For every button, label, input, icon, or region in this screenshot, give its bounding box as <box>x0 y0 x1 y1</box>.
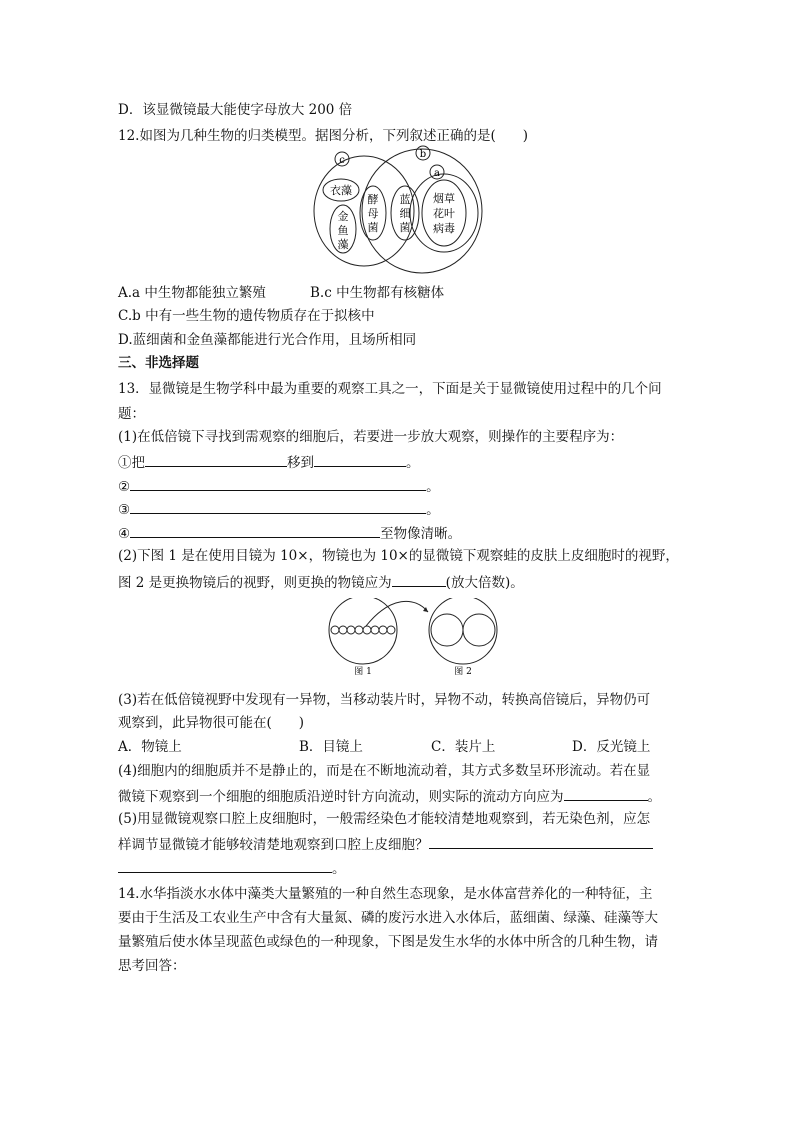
step2-blank[interactable] <box>130 476 426 491</box>
part3-option-a: A．物镜上 <box>118 739 182 755</box>
q13-part5-line3 <box>118 858 346 878</box>
q14-line2: 要由于生活及工农业生产中含有大量氮、磷的废污水进入水体后，蓝细菌、绿藻、硅藻等大 <box>118 910 658 926</box>
organism-yancao-2: 花叶 <box>433 207 455 220</box>
classification-venn-diagram <box>310 143 490 275</box>
q13-part3-options <box>118 738 651 756</box>
organism-yancao-3: 病毒 <box>433 222 455 235</box>
organism-lanxi-3: 菌 <box>399 221 411 234</box>
q13-stem-line2: 题： <box>118 406 145 422</box>
q13-part3-line1: (3)若在低倍镜视野中发现有一异物，当移动装片时，异物不动，转换高倍镜后，异物仍可 <box>118 692 651 708</box>
part4-text: 微镜下观察到一个细胞的细胞质沿逆时针方向流动，则实际的流动方向应为 <box>118 789 564 805</box>
q13-part4-line2 <box>118 786 661 806</box>
step4-end: 至物像清晰。 <box>380 526 462 542</box>
part3-option-b: B．目镜上 <box>299 739 363 755</box>
q14-line4: 思考回答： <box>118 958 186 974</box>
q13-part2-line2 <box>118 572 524 592</box>
step2-end: 。 <box>426 479 440 495</box>
step3-blank[interactable] <box>130 499 426 514</box>
step3-number: ③ <box>118 502 131 518</box>
q13-step3 <box>118 499 440 519</box>
q13-part2-line1: (2)下图 1 是在使用目镜为 10×，物镜也为 10×的显微镜下观察蛙的皮肤上皮细胞时的视野， <box>118 548 679 564</box>
organism-jinyu-2: 鱼 <box>337 224 349 237</box>
figure-2-caption: 图 2 <box>454 667 472 677</box>
part5-blank-1[interactable] <box>429 834 653 849</box>
q13-part5-line2 <box>118 834 653 854</box>
step1-blank-2[interactable] <box>314 452 406 467</box>
step4-number: ④ <box>118 526 131 542</box>
part5-end: 。 <box>332 861 346 877</box>
set-c-label: c <box>339 155 345 166</box>
part2-text: 图 2 是更换物镜后的视野，则更换的物镜应为 <box>118 575 392 591</box>
organism-jinyu-3: 藻 <box>337 238 349 251</box>
organism-lanxi-1: 蓝 <box>399 193 411 206</box>
q12-option-d: D.蓝细菌和金鱼藻都能进行光合作用，且场所相同 <box>118 332 417 348</box>
organism-jiaomu-3: 菌 <box>367 221 379 234</box>
q13-part3-line2: 观察到，此异物很可能在( ) <box>118 715 305 731</box>
part3-option-d: D．反光镜上 <box>572 739 651 755</box>
part5-text: 样调节显微镜才能够较清楚地观察到口腔上皮细胞？ <box>118 837 429 853</box>
step1-number: ①把 <box>118 455 145 471</box>
q13-step1 <box>118 452 420 472</box>
microscope-view-figures <box>320 598 500 682</box>
q14-line1: 14.水华指淡水水体中藻类大量繁殖的一种自然生态现象，是水体富营养化的一种特征，主 <box>118 886 653 902</box>
step1-blank-1[interactable] <box>145 452 287 467</box>
section-heading: 三、非选择题 <box>118 355 199 371</box>
organism-jiaomu-2: 母 <box>367 207 379 220</box>
q12-option-b: B.c 中生物都有核糖体 <box>310 285 445 301</box>
q14-line3: 量繁殖后使水体呈现蓝色或绿色的一种现象，下图是发生水华的水体中所含的几种生物，请 <box>118 934 658 950</box>
organism-jiaomu-1: 酵 <box>367 193 379 206</box>
q11-option-d: D．该显微镜最大能使字母放大 200 倍 <box>118 102 353 118</box>
organism-jinyu-1: 金 <box>337 210 349 223</box>
objective-power-blank[interactable] <box>392 572 446 587</box>
step2-number: ② <box>118 479 131 495</box>
organism-yizao: 衣藻 <box>330 184 352 197</box>
step3-end: 。 <box>426 502 440 518</box>
part4-end: 。 <box>647 789 661 805</box>
part5-blank-2[interactable] <box>118 858 332 873</box>
q12-option-c: C.b 中有一些生物的遗传物质存在于拟核中 <box>118 308 375 324</box>
q12-stem: 12.如图为几种生物的归类模型。据图分析，下列叙述正确的是( ) <box>118 128 529 144</box>
q13-part4-line1: (4)细胞内的细胞质并不是静止的，而是在不断地流动着，其方式多数呈环形流动。若在显 <box>118 763 651 779</box>
q13-stem-line1: 13．显微镜是生物学科中最为重要的观察工具之一，下面是关于显微镜使用过程中的几个问 <box>118 381 662 397</box>
q13-step2 <box>118 476 440 496</box>
part3-option-c: C．装片上 <box>431 739 496 755</box>
transition-arrow <box>366 601 428 626</box>
q13-part5-line1: (5)用显微镜观察口腔上皮细胞时，一般需经染色才能较清楚地观察到，若无染色剂，应怎 <box>118 811 651 827</box>
flow-direction-blank[interactable] <box>564 786 648 801</box>
part2-suffix: (放大倍数)。 <box>445 575 524 591</box>
organism-lanxi-2: 细 <box>399 207 411 220</box>
q12-option-a: A.a 中生物都能独立繁殖 <box>118 285 266 301</box>
q13-step4 <box>118 523 461 543</box>
q12-options-ab <box>118 284 445 302</box>
figure-1-caption: 图 1 <box>354 667 372 677</box>
organism-yancao-1: 烟草 <box>433 192 455 205</box>
set-b-label: b <box>419 149 427 160</box>
step1-mid: 移到 <box>287 455 314 471</box>
q13-part1: (1)在低倍镜下寻找到需观察的细胞后，若要进一步放大观察，则操作的主要程序为： <box>118 429 624 445</box>
step4-blank[interactable] <box>130 523 380 538</box>
set-a-label: a <box>434 168 440 179</box>
step1-end: 。 <box>406 455 420 471</box>
